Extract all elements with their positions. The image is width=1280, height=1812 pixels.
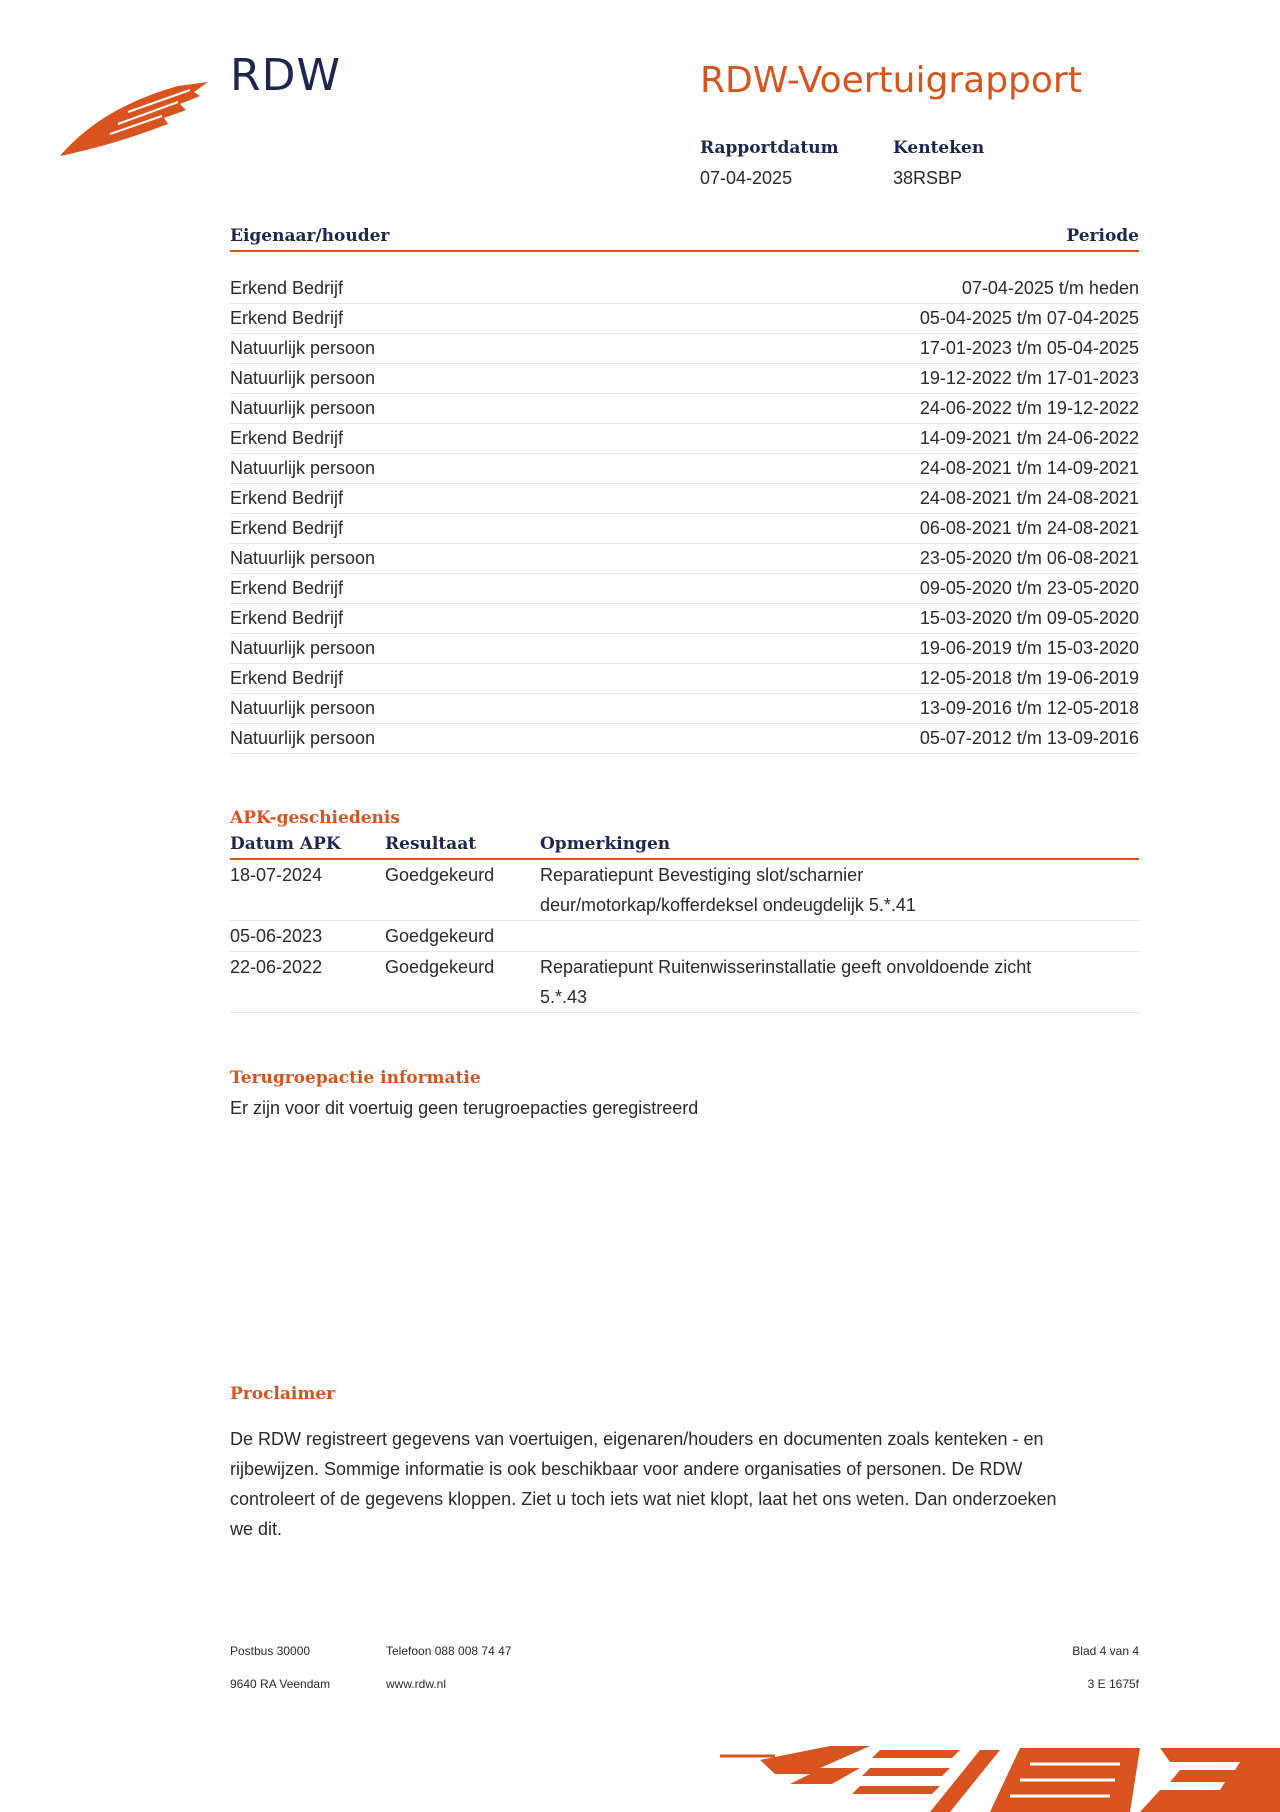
apk-list bbox=[230, 860, 1139, 1013]
proclaimer-text bbox=[230, 1424, 1139, 1544]
proclaimer-title: Proclaimer bbox=[230, 1384, 336, 1404]
owner-type: Natuurlijk persoon bbox=[230, 338, 376, 358]
footer-city: 9640 RA Veendam bbox=[230, 1677, 331, 1691]
apk-remark-line: Reparatiepunt Bevestiging slot/scharnier bbox=[540, 865, 864, 885]
owner-type: Erkend Bedrijf bbox=[230, 308, 344, 328]
apk-table-header bbox=[230, 832, 1139, 860]
owner-type: Natuurlijk persoon bbox=[230, 548, 376, 568]
owner-period: 19-12-2022 t/m 17-01-2023 bbox=[919, 368, 1139, 388]
apk-remarks bbox=[540, 860, 1139, 920]
col-result-header: Resultaat bbox=[385, 834, 477, 854]
proclaimer-line: De RDW registreert gegevens van voertuigen, eigenaren/houders en documenten zoals kenteken - en bbox=[230, 1429, 1044, 1449]
owner-period: 23-05-2020 t/m 06-08-2021 bbox=[919, 548, 1139, 568]
owner-type: Erkend Bedrijf bbox=[230, 518, 344, 538]
table-row bbox=[230, 694, 1139, 724]
apk-section bbox=[230, 808, 1139, 1013]
col-owner-header: Eigenaar/houder bbox=[230, 226, 390, 246]
rdw-logo-icon bbox=[58, 78, 208, 164]
table-row bbox=[230, 664, 1139, 694]
proclaimer-section bbox=[230, 1384, 1139, 1544]
table-row bbox=[230, 334, 1139, 364]
apk-remark-line: deur/motorkap/kofferdeksel ondeugdelijk 5.*.41 bbox=[540, 895, 916, 915]
proclaimer-line: we dit. bbox=[230, 1519, 283, 1539]
owner-period: 05-04-2025 t/m 07-04-2025 bbox=[919, 308, 1139, 328]
table-row bbox=[230, 364, 1139, 394]
footer-page-number: Blad 4 van 4 bbox=[1072, 1644, 1139, 1658]
owner-type: Erkend Bedrijf bbox=[230, 668, 344, 688]
apk-result: Goedgekeurd bbox=[385, 926, 495, 946]
owner-type: Erkend Bedrijf bbox=[230, 608, 344, 628]
table-row bbox=[230, 921, 1139, 952]
report-title: RDW-Voertuigrapport bbox=[700, 60, 1082, 101]
owner-type: Natuurlijk persoon bbox=[230, 638, 376, 658]
owner-type: Natuurlijk persoon bbox=[230, 728, 376, 748]
apk-remarks bbox=[540, 952, 1139, 1012]
table-row bbox=[230, 514, 1139, 544]
owner-period: 24-08-2021 t/m 24-08-2021 bbox=[919, 488, 1139, 508]
col-date-header: Datum APK bbox=[230, 834, 341, 854]
owner-period: 12-05-2018 t/m 19-06-2019 bbox=[919, 668, 1139, 688]
owner-period: 07-04-2025 t/m heden bbox=[961, 278, 1139, 298]
owner-type: Natuurlijk persoon bbox=[230, 698, 376, 718]
table-row bbox=[230, 604, 1139, 634]
owner-type: Erkend Bedrijf bbox=[230, 428, 344, 448]
apk-date: 22-06-2022 bbox=[230, 957, 323, 977]
owner-type: Natuurlijk persoon bbox=[230, 398, 376, 418]
apk-remark-line: Reparatiepunt Ruitenwisserinstallatie geeft onvoldoende zicht bbox=[540, 957, 1032, 977]
owner-type: Natuurlijk persoon bbox=[230, 368, 376, 388]
apk-remark-line: 5.*.43 bbox=[540, 987, 588, 1007]
table-row bbox=[230, 952, 1139, 1013]
proclaimer-line: rijbewijzen. Sommige informatie is ook beschikbaar voor andere organisaties of personen. De RDW bbox=[230, 1459, 1023, 1479]
col-period-header: Periode bbox=[1066, 226, 1139, 246]
report-date-value: 07-04-2025 bbox=[700, 168, 793, 188]
owner-period: 09-05-2020 t/m 23-05-2020 bbox=[919, 578, 1139, 598]
apk-result: Goedgekeurd bbox=[385, 865, 495, 885]
col-remarks-header: Opmerkingen bbox=[540, 834, 671, 854]
plate-block bbox=[893, 138, 984, 189]
footer-postbus: Postbus 30000 bbox=[230, 1644, 311, 1658]
footer-document-code: 3 E 1675f bbox=[1087, 1677, 1139, 1691]
recall-text: Er zijn voor dit voertuig geen terugroepacties geregistreerd bbox=[230, 1098, 699, 1118]
recall-title: Terugroepactie informatie bbox=[230, 1068, 481, 1088]
plate-value: 38RSBP bbox=[893, 168, 963, 188]
footer-phone: Telefoon 088 008 74 47 bbox=[386, 1644, 512, 1658]
apk-remarks bbox=[540, 921, 1139, 951]
table-row bbox=[230, 274, 1139, 304]
owner-period: 15-03-2020 t/m 09-05-2020 bbox=[919, 608, 1139, 628]
apk-result: Goedgekeurd bbox=[385, 957, 495, 977]
report-date-label: Rapportdatum bbox=[700, 138, 839, 158]
apk-title: APK-geschiedenis bbox=[230, 808, 400, 828]
table-row bbox=[230, 860, 1139, 921]
table-row bbox=[230, 304, 1139, 334]
owner-period: 13-09-2016 t/m 12-05-2018 bbox=[919, 698, 1139, 718]
table-row bbox=[230, 544, 1139, 574]
brand-name: RDW bbox=[230, 50, 341, 101]
owners-list bbox=[230, 274, 1139, 754]
table-row bbox=[230, 424, 1139, 454]
proclaimer-line: controleert of de gegevens kloppen. Ziet u toch iets wat niet klopt, laat het ons weten. Dan onderzoeken bbox=[230, 1489, 1057, 1509]
owner-period: 17-01-2023 t/m 05-04-2025 bbox=[919, 338, 1139, 358]
report-date-block bbox=[700, 138, 839, 189]
owner-period: 14-09-2021 t/m 24-06-2022 bbox=[919, 428, 1139, 448]
owner-period: 06-08-2021 t/m 24-08-2021 bbox=[919, 518, 1139, 538]
table-row bbox=[230, 724, 1139, 754]
table-row bbox=[230, 394, 1139, 424]
owner-period: 24-06-2022 t/m 19-12-2022 bbox=[919, 398, 1139, 418]
table-row bbox=[230, 484, 1139, 514]
owner-period: 05-07-2012 t/m 13-09-2016 bbox=[919, 728, 1139, 748]
table-row bbox=[230, 634, 1139, 664]
apk-date: 18-07-2024 bbox=[230, 865, 323, 885]
owner-type: Erkend Bedrijf bbox=[230, 488, 344, 508]
owner-period: 24-08-2021 t/m 14-09-2021 bbox=[919, 458, 1139, 478]
bottom-decoration-icon bbox=[720, 1738, 1280, 1812]
owner-period: 19-06-2019 t/m 15-03-2020 bbox=[919, 638, 1139, 658]
table-row bbox=[230, 454, 1139, 484]
owners-table bbox=[230, 226, 1139, 754]
recall-section bbox=[230, 1068, 1139, 1119]
table-row bbox=[230, 574, 1139, 604]
apk-date: 05-06-2023 bbox=[230, 926, 323, 946]
owner-type: Erkend Bedrijf bbox=[230, 278, 344, 298]
footer-web[interactable]: www.rdw.nl bbox=[386, 1677, 447, 1691]
owners-table-header bbox=[230, 226, 1139, 252]
plate-label: Kenteken bbox=[893, 138, 985, 158]
owner-type: Erkend Bedrijf bbox=[230, 578, 344, 598]
owner-type: Natuurlijk persoon bbox=[230, 458, 376, 478]
